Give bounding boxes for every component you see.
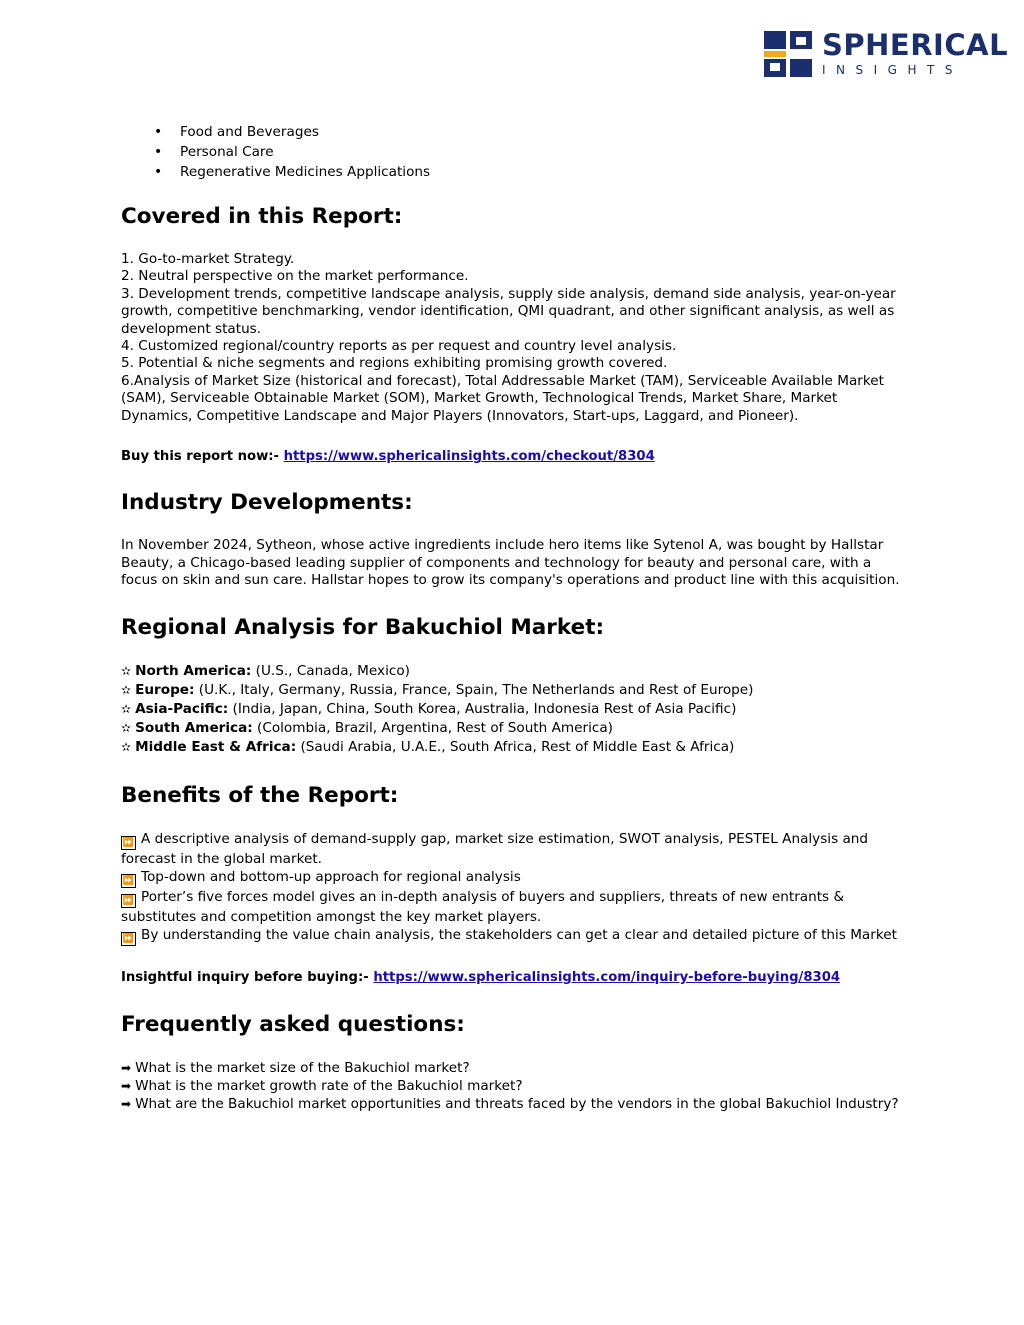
logo-wordmark: SPHERICAL [822, 28, 1009, 62]
benefit-list [121, 830, 901, 946]
application-bullet-list [121, 122, 901, 182]
star-icon: ✫ [121, 663, 132, 678]
list-item: 2. Neutral perspective on the market performance. [121, 268, 469, 285]
fast-forward-icon: ⏩ [122, 934, 135, 945]
list-item: • Food and Beverages [121, 122, 901, 142]
list-item: • Regenerative Medicines Applications [121, 162, 901, 182]
checkout-link[interactable]: https://www.sphericalinsights.com/checkout/8304 [283, 449, 655, 465]
region-name: South America: [135, 719, 253, 736]
faq-question: What is the market size of the Bakuchiol market? [135, 1059, 470, 1076]
fast-forward-icon: ⏩ [122, 895, 135, 906]
industry-heading: Industry Developments: [121, 490, 413, 516]
list-item: 6.Analysis of Market Size (historical and forecast), Total Addressable Market (TAM), Serviceable Available Market (SAM), Serviceable Obtainable Market (SOM), Market Growth, Technological Trends, Market Share, Market Dynamics, Competitive Landscape and Major Players (Innovators, Start-ups, Laggard, and Pioneer). [121, 372, 884, 424]
list-item [121, 662, 901, 681]
faq-question: What is the market growth rate of the Bakuchiol market? [135, 1077, 523, 1094]
fast-forward-icon: ⏩ [122, 837, 135, 848]
list-item [121, 1095, 901, 1113]
list-item: 5. Potential & niche segments and regions exhibiting promising growth covered. [121, 355, 668, 372]
logo-subtitle: INSIGHTS [822, 63, 963, 77]
star-icon: ✫ [121, 682, 132, 697]
list-item: • Personal Care [121, 142, 901, 162]
list-item: 1. Go-to-market Strategy. [121, 251, 295, 267]
list-item [121, 1059, 901, 1077]
benefit-text: Top-down and bottom-up approach for regional analysis [141, 868, 521, 885]
list-item [121, 926, 901, 946]
benefits-heading: Benefits of the Report: [121, 782, 399, 808]
arrow-right-icon: ➡ [121, 1096, 132, 1111]
buy-report-line [121, 448, 901, 465]
faq-heading: Frequently asked questions: [121, 1011, 465, 1037]
list-item: 3. Development trends, competitive landscape analysis, supply side analysis, demand side analysis, year-on-year growth, competitive benchmarking, vendor identification, QMI quadrant, and other significant analysis, as well as development status. [121, 285, 896, 337]
covered-list [121, 251, 901, 425]
region-countries: (U.S., Canada, Mexico) [251, 662, 410, 679]
region-countries: (India, Japan, China, South Korea, Australia, Indonesia Rest of Asia Pacific) [228, 700, 737, 717]
region-name: North America: [135, 662, 252, 679]
region-countries: (U.K., Italy, Germany, Russia, France, Spain, The Netherlands and Rest of Europe) [194, 681, 754, 698]
benefit-text: Porter’s five forces model gives an in-depth analysis of buyers and suppliers, threats of new entrants & substitutes and competition amongst the key market players. [121, 888, 845, 925]
inquiry-line [121, 969, 901, 986]
inquiry-link[interactable]: https://www.sphericalinsights.com/inquiry-before-buying/8304 [373, 970, 841, 986]
faq-question: What are the Bakuchiol market opportunities and threats faced by the vendors in the global Bakuchiol Industry? [135, 1095, 899, 1112]
region-name: Asia-Pacific: [135, 700, 229, 717]
benefit-text: A descriptive analysis of demand-supply gap, market size estimation, SWOT analysis, PESTEL Analysis and forecast in the global market. [121, 830, 869, 867]
list-item [121, 719, 901, 738]
star-icon: ✫ [121, 720, 132, 735]
report-content [121, 122, 901, 1113]
inquiry-label: Insightful inquiry before buying:- [121, 970, 374, 986]
industry-paragraph: In November 2024, Sytheon, whose active ingredients include hero items like Sytenol A, was bought by Hallstar Beauty, a Chicago-based leading supplier of components and technology for beauty and personal care, with a focus on skin and sun care. Hallstar hopes to grow its company's operations and product line with this acquisition. [121, 537, 900, 589]
list-item [121, 700, 901, 719]
company-logo [764, 30, 1008, 78]
region-name: Europe: [135, 681, 195, 698]
star-icon: ✫ [121, 701, 132, 716]
buy-label: Buy this report now:- [121, 449, 284, 465]
faq-list [121, 1059, 901, 1114]
region-countries: (Saudi Arabia, U.A.E., South Africa, Rest of Middle East & Africa) [296, 738, 735, 755]
list-item [121, 888, 901, 926]
region-list [121, 662, 901, 757]
region-name: Middle East & Africa: [135, 738, 297, 755]
benefit-text: By understanding the value chain analysis, the stakeholders can get a clear and detailed picture of this Market [141, 927, 897, 944]
list-item [121, 830, 901, 868]
covered-heading: Covered in this Report: [121, 204, 403, 229]
logo-mark-icon [764, 31, 812, 77]
list-item [121, 1077, 901, 1095]
star-icon: ✫ [121, 739, 132, 754]
regional-heading: Regional Analysis for Bakuchiol Market: [121, 614, 605, 640]
list-item [121, 738, 901, 757]
list-item: 4. Customized regional/country reports as per request and country level analysis. [121, 338, 677, 355]
region-countries: (Colombia, Brazil, Argentina, Rest of South America) [252, 719, 613, 736]
list-item [121, 681, 901, 700]
arrow-right-icon: ➡ [121, 1060, 132, 1075]
fast-forward-icon: ⏩ [122, 875, 135, 886]
arrow-right-icon: ➡ [121, 1078, 132, 1093]
list-item [121, 868, 901, 888]
